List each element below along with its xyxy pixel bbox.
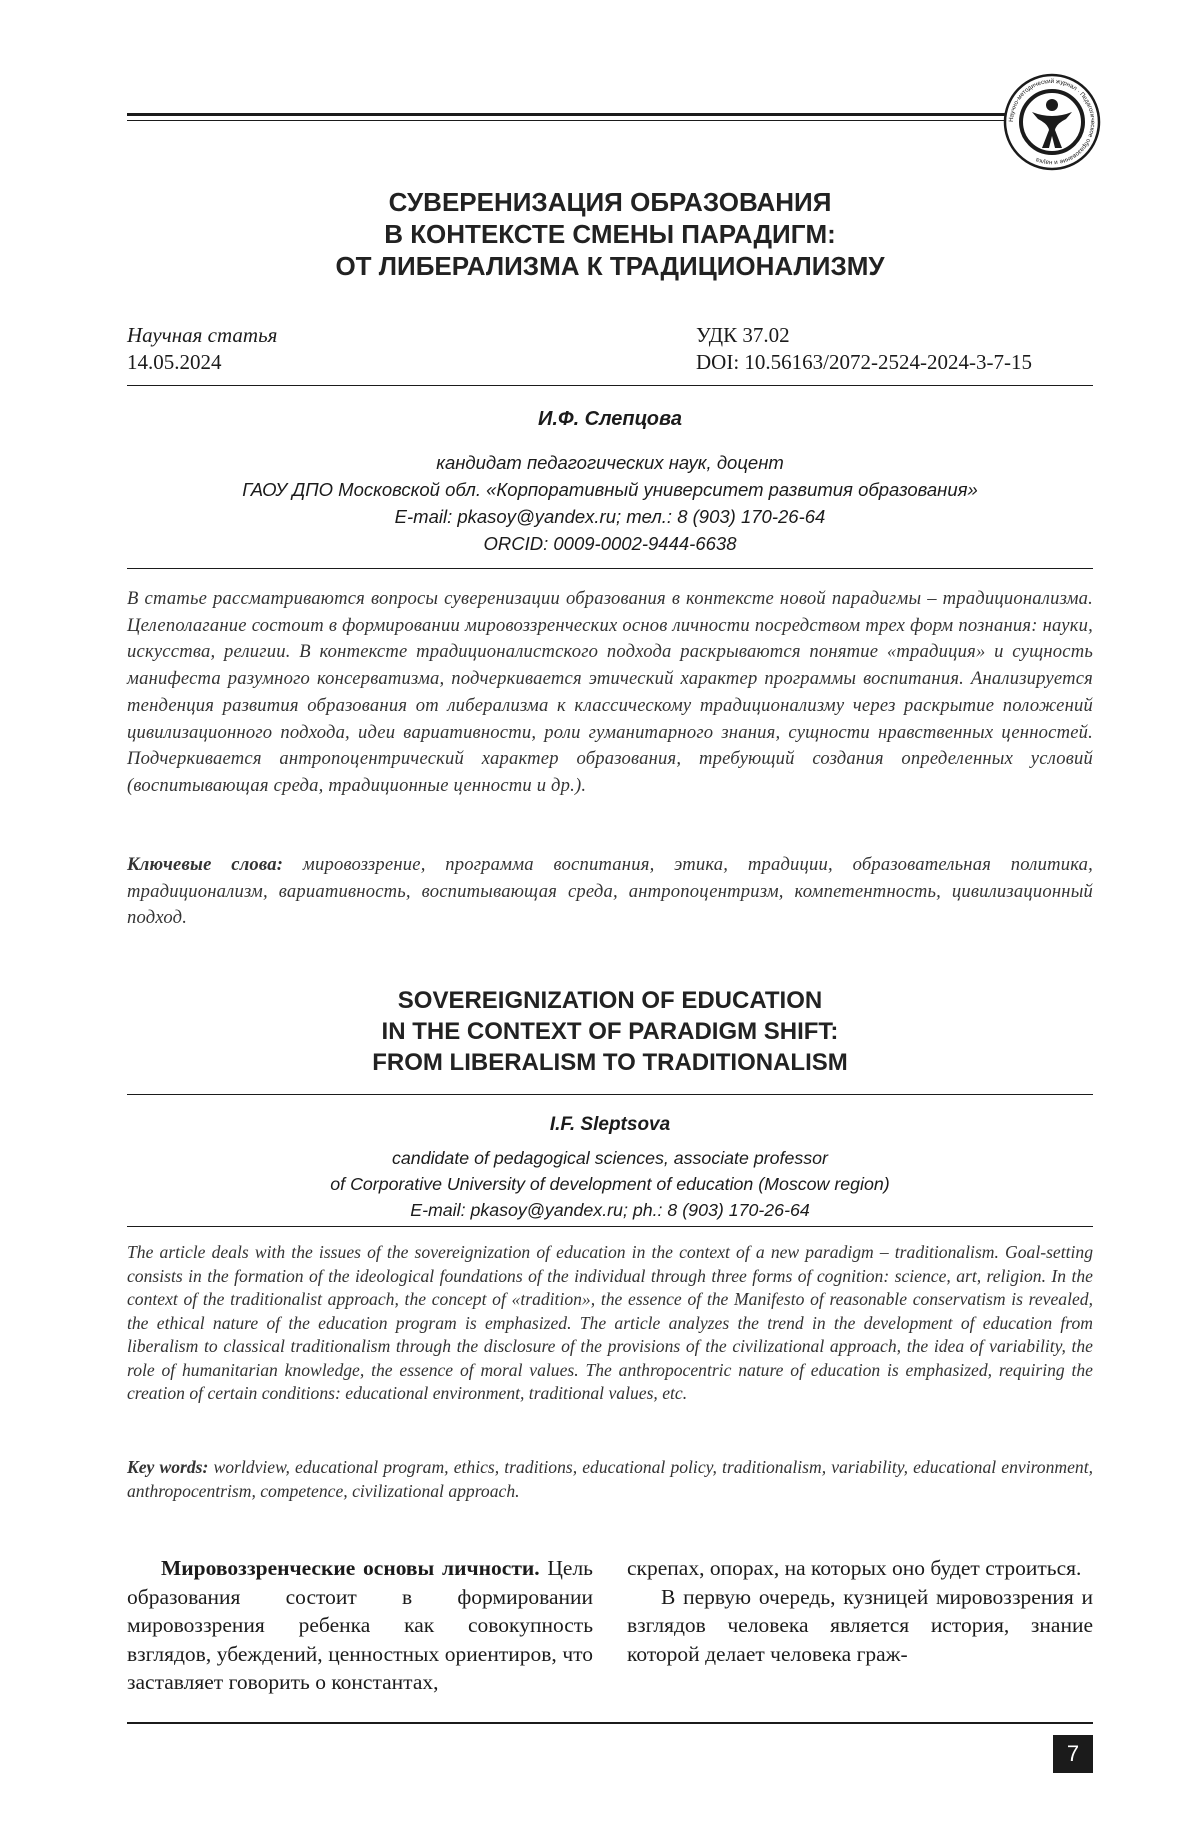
title-en-line: IN THE CONTEXT OF PARADIGM SHIFT: [127, 1016, 1093, 1047]
divider [127, 1094, 1093, 1095]
article-type: Научная статья [127, 322, 277, 349]
title-en-line: SOVEREIGNIZATION OF EDUCATION [127, 985, 1093, 1016]
divider [127, 1226, 1093, 1227]
divider [127, 568, 1093, 569]
keywords-text-ru: мировоззрение, программа воспитания, этика, традиции, образовательная политика, традиционализм, вариативность, воспитывающая среда, антропоцентризм, компетентность, цивилизационный подход. [127, 854, 1093, 928]
title-ru [127, 186, 1093, 282]
keywords-text-en: worldview, educational program, ethics, traditions, educational policy, traditionalism, variability, educational environment, anthropocentrism, competence, civilizational approach. [127, 1457, 1093, 1501]
author-name-en: I.F. Sleptsova [127, 1112, 1093, 1137]
title-ru-line: СУВЕРЕНИЗАЦИЯ ОБРАЗОВАНИЯ [127, 186, 1093, 218]
author-orcid: ORCID: 0009-0002-9444-6638 [127, 530, 1093, 557]
title-en [127, 985, 1093, 1078]
keywords-label-en: Key words: [127, 1457, 208, 1477]
body-paragraph: В первую очередь, кузницей мировоззрения и взглядов человека является история, знание которой делает человека граж- [627, 1583, 1093, 1669]
author-degree-ru: кандидат педагогических наук, доцент [127, 449, 1093, 476]
author-degree-en: candidate of pedagogical sciences, associate professor [127, 1145, 1093, 1171]
author-affiliation-ru [127, 449, 1093, 557]
author-contact-en: E-mail: pkasoy@yandex.ru; ph.: 8 (903) 170-26-64 [127, 1197, 1093, 1223]
journal-seal-logo [1002, 72, 1102, 172]
abstract-ru: В статье рассматриваются вопросы суверенизации образования в контексте новой парадигмы – традиционализма. Целеполагание состоит в формировании мировоззренческих основ личности посредством трех форм познания: науки, искусства, религии. В контексте традиционалистского подхода раскрываются понятие «традиция» и сущность манифеста разумного консерватизма, подчеркивается этический характер программы воспитания. Анализируется тенденция развития образования от либерализма к классическому традиционализму через раскрытие положений цивилизационного подхода, идеи вариативности, роли гуманитарного знания, сущности нравственных ценностей. Подчеркивается антропоцентрический характер образования, требующий создания определенных условий (воспитывающая среда, традиционные ценности и др.). [127, 586, 1093, 800]
page-number: 7 [1053, 1735, 1093, 1773]
keywords-en [127, 1456, 1093, 1503]
article-meta-left [127, 322, 277, 376]
body-column-right [627, 1554, 1093, 1668]
keywords-label-ru: Ключевые слова: [127, 854, 283, 875]
title-ru-line: В КОНТЕКСТЕ СМЕНЫ ПАРАДИГМ: [127, 218, 1093, 250]
footer-rule [127, 1722, 1093, 1724]
abstract-en: The article deals with the issues of the sovereignization of education in the context of a new paradigm – traditionalism. Goal-setting consists in the formation of the ideological foundations of the individual through three forms of cognition: science, art, religion. In the context of the traditionalist approach, the concept of «tradition», the essence of the Manifesto of reasonable conservatism is revealed, the ethical nature of the education program is emphasized. The article analyzes the trend in the development of education from liberalism to classical traditionalism through the disclosure of the provisions of the civilizational approach, the idea of variability, the role of humanitarian knowledge, the essence of moral values. The anthropocentric nature of education is emphasized, requiring the creation of certain conditions: educational environment, traditional values, etc. [127, 1241, 1093, 1406]
keywords-ru [127, 852, 1093, 932]
body-column-left [127, 1554, 593, 1697]
body-paragraph: Цель образования состоит в формировании мировоззрения ребенка как совокупность взглядов, убеждений, ценностных ориентиров, что заставляет говорить о константах, [127, 1556, 593, 1694]
title-en-line: FROM LIBERALISM TO TRADITIONALISM [127, 1047, 1093, 1078]
author-org-en: of Corporative University of development of education (Moscow region) [127, 1171, 1093, 1197]
article-meta-right [696, 322, 1032, 376]
author-contact-ru: E-mail: pkasoy@yandex.ru; тел.: 8 (903) 170-26-64 [127, 503, 1093, 530]
udk-code: УДК 37.02 [696, 322, 1032, 349]
section-heading: Мировоззренческие основы личности. [161, 1556, 540, 1580]
author-affiliation-en [127, 1145, 1093, 1223]
header-rule-thick [127, 113, 1005, 116]
seal-text: Научно-методический журнал · Педагогическое образование и наука [1008, 78, 1096, 166]
header-rule-thin [127, 120, 1005, 121]
article-date: 14.05.2024 [127, 349, 277, 376]
divider [127, 385, 1093, 386]
title-ru-line: ОТ ЛИБЕРАЛИЗМА К ТРАДИЦИОНАЛИЗМУ [127, 250, 1093, 282]
author-org-ru: ГАОУ ДПО Московской обл. «Корпоративный университет развития образования» [127, 476, 1093, 503]
doi: DOI: 10.56163/2072-2524-2024-3-7-15 [696, 349, 1032, 376]
body-paragraph: скрепах, опорах, на которых оно будет строиться. [627, 1554, 1093, 1583]
author-name-ru: И.Ф. Слепцова [127, 406, 1093, 432]
